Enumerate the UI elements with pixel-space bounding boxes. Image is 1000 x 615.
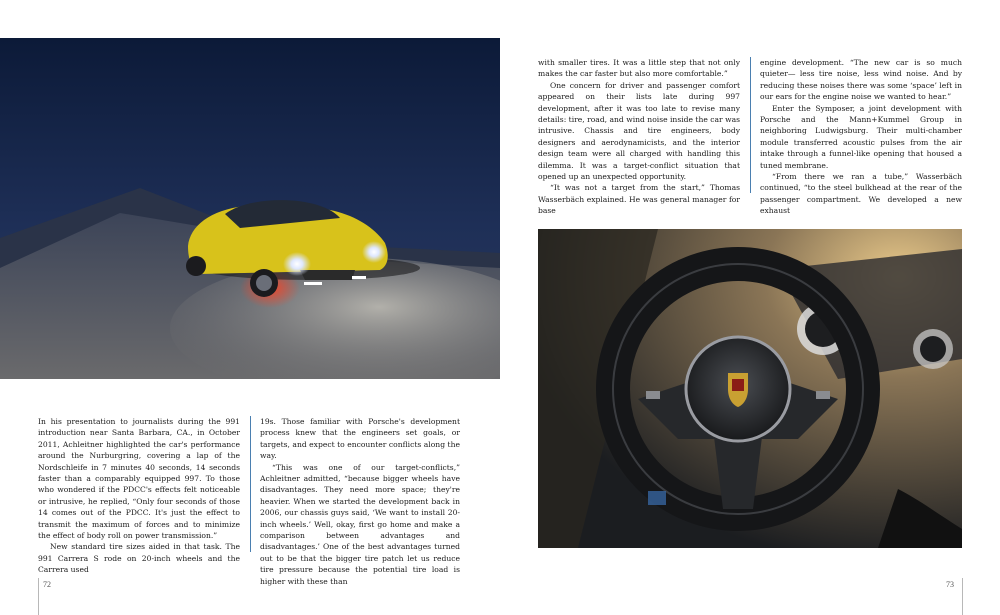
right-folio: 73 (946, 580, 954, 589)
paragraph: 19s. Those familiar with Porsche's development process knew that the engineers set goals, or targets, and expect to encounter conflicts along the way. (260, 417, 460, 461)
left-page-edge (38, 578, 39, 615)
paragraph: In his presentation to journalists during the 991 introduction near Santa Barbara, CA., in October 2011, Achleitner highlighted the car's performance around the Nurburgring, covering a lap of the Nordschleife in 7 minutes 40 seconds, 14 seconds faster than a comparably equipped 997. To those who wondered if the PDCC's effects felt noticeable or intrusive, he replied, “Only four seconds of those 14 comes out of the PDCC. It's just the effect to transmit the maximum of forces and to minimize the effect of body roll on power transmission.” (38, 417, 240, 541)
paragraph: One concern for driver and passenger comfort appeared on their lists late during 997 development, after it was too late to revise many details: tire, road, and wind noise inside the car was intrusive. Chassis and tire engineers, body designers and aerodynamicists, and the interior design team were all charged with handling this dilemma. It was a target-conflict situation that opened up an unexpected opportunity. (538, 80, 741, 182)
steering-wheel-photo (538, 229, 962, 548)
left-page-column-1 (38, 416, 240, 576)
right-page-column-1 (538, 57, 740, 217)
left-page-column-2 (260, 416, 460, 587)
right-page-edge (962, 578, 963, 615)
paragraph: Enter the Symposer, a joint development with Porsche and the Mann+Kummel Group in neighboring Ludwigsburg. Their multi-chamber module transferred acoustic pulses from the air intake through a funnel-like opening that housed a tuned membrane. (760, 103, 962, 170)
steering-wheel-photo-icon (538, 229, 962, 548)
paragraph: “From there we ran a tube,” Wasserbäch continued, “to the steel bulkhead at the rear of the passenger compartment. We developed a new exhaust (760, 172, 962, 216)
car-night-photo (0, 38, 500, 379)
paragraph: with smaller tires. It was a little step that not only makes the car faster but also more comfortable.” (538, 58, 740, 79)
right-page-column-2 (760, 57, 962, 217)
paragraph: engine development. “The new car is so much quieter— less tire noise, less wind noise. And by reducing these noises there was some ‘space’ left in our ears for the engine noise we wanted to hear.” (760, 58, 962, 102)
column-rule (250, 416, 251, 552)
car-photo-icon (0, 38, 500, 379)
left-folio: 72 (43, 580, 51, 589)
paragraph: “It was not a target from the start,” Thomas Wasserbäch explained. He was general manager for base (538, 183, 740, 216)
paragraph: “This was one of our target-conflicts,” Achleitner admitted, “because bigger wheels have disadvantages. They need more space; they're heavier. When we started the development back in 2006, our chassis guys said, ‘We want to install 20-inch wheels.’ Well, okay, first go home and make a comparison between advantages and disadvantages.’ One of the best advantages turned out to be that the bigger tire patch let us reduce tire pressure because the potential tire load is higher with these than (260, 462, 460, 586)
column-rule (750, 57, 751, 193)
paragraph: New standard tire sizes aided in that task. The 991 Carrera S rode on 20-inch wheels and the Carrera used (38, 542, 240, 575)
